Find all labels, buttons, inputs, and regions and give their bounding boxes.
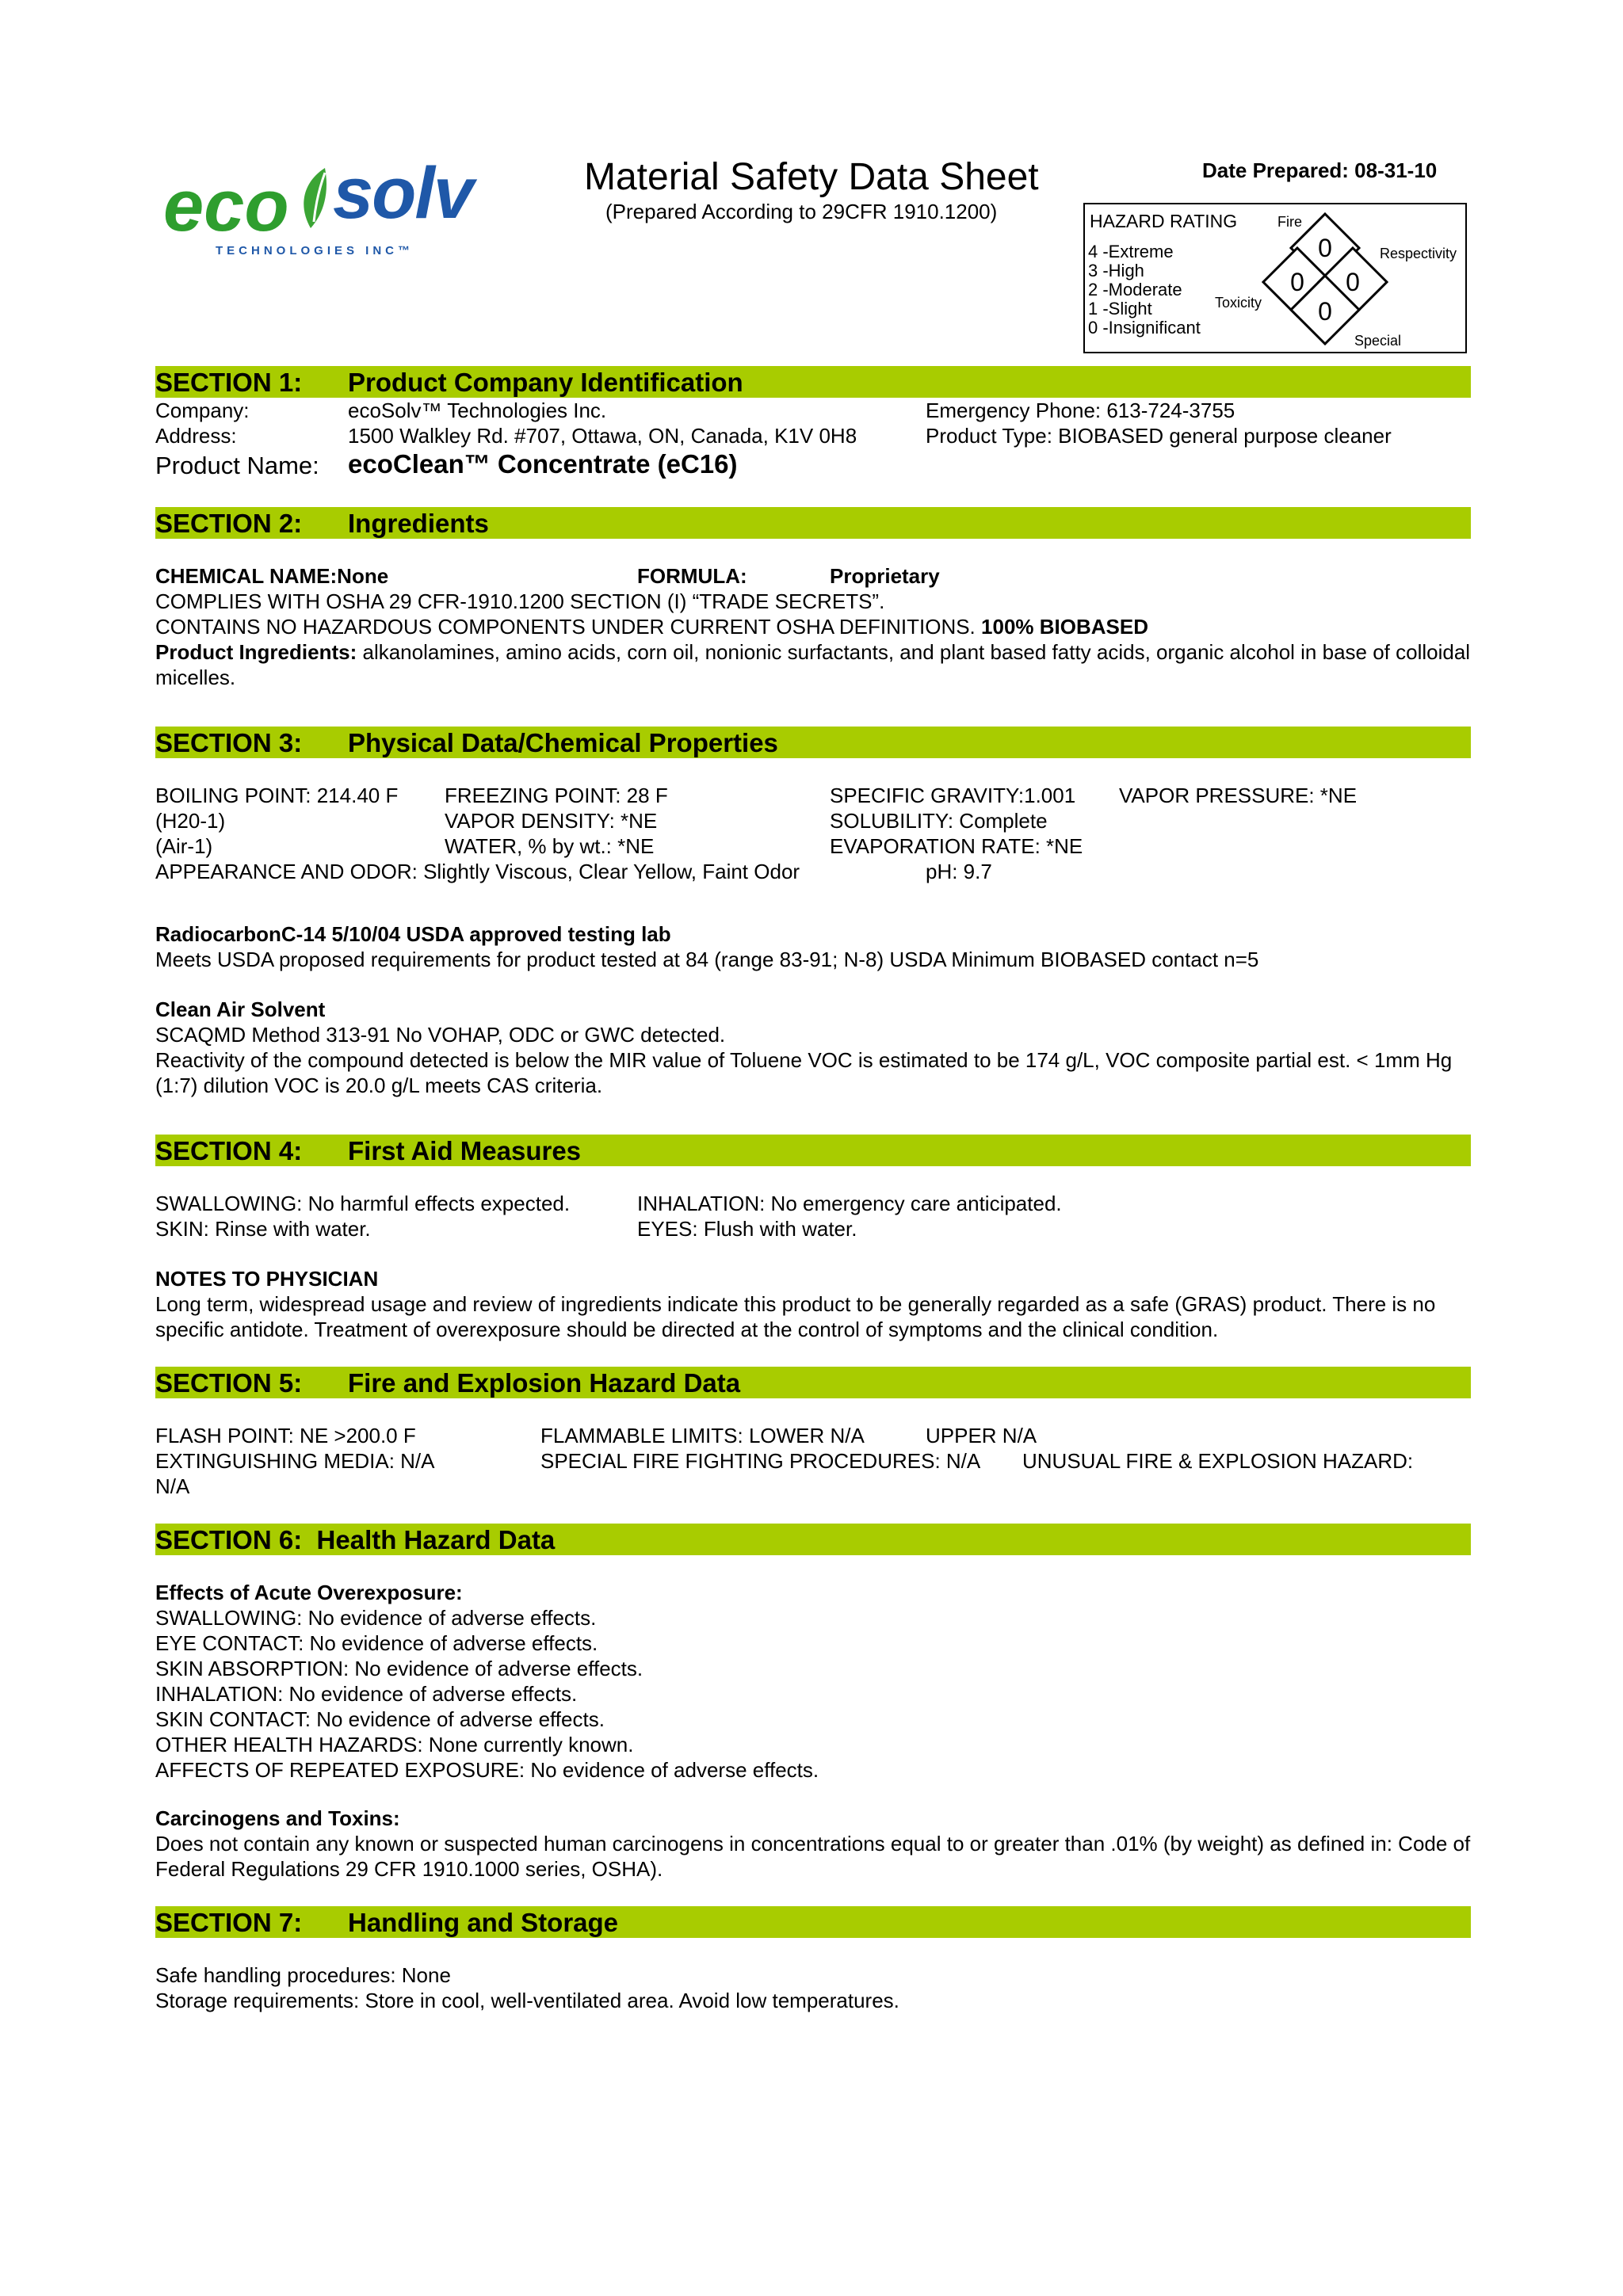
freezing-point: FREEZING POINT: 28 F [445,784,668,807]
acute-eye-contact: EYE CONTACT: No evidence of adverse effects. [155,1631,598,1655]
section-3-title: Physical Data/Chemical Properties [348,728,778,757]
address-label: Address: [155,424,237,448]
product-name: ecoClean™ Concentrate (eC16) [348,449,738,479]
section-7-title: Handling and Storage [348,1908,619,1937]
section-6-title: SECTION 6: Health Hazard Data [155,1525,556,1554]
fire-value: 0 [1318,234,1332,262]
scale-4: 4 -Extreme [1088,242,1174,261]
safe-handling: Safe handling procedures: None [155,1963,451,1987]
acute-title: Effects of Acute Overexposure: [155,1581,463,1604]
product-ingredients [155,639,1471,690]
vapor-density: VAPOR DENSITY: *NE [445,809,658,833]
reactivity-value: 0 [1346,268,1360,296]
upper-limit: UPPER N/A [926,1424,1037,1447]
emergency-phone: Emergency Phone: 613-724-3755 [926,399,1235,422]
section-1-title: Product Company Identification [348,368,743,397]
ingredients-value: alkanolamines, amino acids, corn oil, nonionic surfactants, and plant based fatty acids, organic alcohol in base of colloidal micelles. [155,640,1471,689]
company-value: ecoSolv™ Technologies Inc. [348,399,607,422]
document-title: Material Safety Data Sheet [584,156,1039,198]
section-3-number: SECTION 3: [155,728,303,757]
carcinogens-text: Does not contain any known or suspected human carcinogens in concentrations equal to or greater than .01% (by weight) as defined in: Code of Federal Regulations 29 CFR 1910.1000 series, OSHA). [155,1832,1471,1881]
ph-value: pH: 9.7 [926,860,992,883]
appearance-odor: APPEARANCE AND ODOR: Slightly Viscous, Clear Yellow, Faint Odor [155,860,800,883]
acute-repeated-exposure: AFFECTS OF REPEATED EXPOSURE: No evidence of adverse effects. [155,1758,819,1782]
acute-skin-contact: SKIN CONTACT: No evidence of adverse effects. [155,1707,605,1731]
first-aid-eyes: EYES: Flush with water. [637,1217,857,1241]
acute-effects-list [155,1605,1471,1783]
document-subtitle: (Prepared According to 29CFR 1910.1200) [605,200,998,223]
clean-air-title: Clean Air Solvent [155,997,326,1021]
physician-notes: Long term, widespread usage and review of ingredients indicate this product to be generally regarded as a safe (GRAS) product. There is no specific antidote. Treatment of overexposure should be directed at the control of symptoms and the clinical condition. [155,1292,1436,1341]
label-reactivity: Respectivity [1380,246,1457,261]
first-aid-skin: SKIN: Rinse with water. [155,1217,371,1241]
chemical-name: CHEMICAL NAME:None [155,564,389,588]
section-4-header [155,1135,1471,1166]
section-2-number: SECTION 2: [155,509,303,538]
section-1-number: SECTION 1: [155,368,303,397]
label-fire: Fire [1277,214,1302,230]
section-5-number: SECTION 5: [155,1368,303,1398]
biobased-label: 100% BIOBASED [981,615,1148,639]
water-content: WATER, % by wt.: *NE [445,834,655,858]
air-note: (Air-1) [155,834,213,858]
hazard-title: HAZARD RATING [1090,211,1238,231]
date-prepared: Date Prepared: 08-31-10 [1202,158,1438,182]
company-label: Company: [155,399,250,422]
osha-hazard-line [155,614,1471,639]
solubility: SOLUBILITY: Complete [830,809,1048,833]
special-value: 0 [1318,297,1332,326]
section-6-header [155,1524,1471,1555]
boiling-point: BOILING POINT: 214.40 F [155,784,399,807]
section-2-header [155,507,1471,539]
acute-inhalation: INHALATION: No evidence of adverse effects. [155,1682,578,1706]
section-7-header [155,1906,1471,1938]
scale-1: 1 -Slight [1088,299,1152,318]
toxicity-value: 0 [1290,268,1304,296]
extinguishing-media: EXTINGUISHING MEDIA: N/A [155,1449,435,1473]
acute-skin-absorption: SKIN ABSORPTION: No evidence of adverse effects. [155,1657,643,1680]
label-toxicity: Toxicity [1215,295,1262,311]
clean-air-text [155,1022,1471,1098]
special-procedures: SPECIAL FIRE FIGHTING PROCEDURES: N/A [540,1449,981,1473]
osha-hazard-text: CONTAINS NO HAZARDOUS COMPONENTS UNDER CURRENT OSHA DEFINITIONS. [155,615,976,639]
h20-note: (H20-1) [155,809,226,833]
leaf-icon [295,166,331,235]
address-value: 1500 Walkley Rd. #707, Ottawa, ON, Canada, K1V 0H8 [348,424,857,448]
first-aid-swallowing: SWALLOWING: No harmful effects expected. [155,1192,571,1215]
evaporation-rate: EVAPORATION RATE: *NE [830,834,1083,858]
carcinogens-title: Carcinogens and Toxins: [155,1806,400,1830]
osha-compliance: COMPLIES WITH OSHA 29 CFR-1910.1200 SECTION (I) “TRADE SECRETS”. [155,589,885,613]
scale-3: 3 -High [1088,261,1144,280]
flash-point: FLASH POINT: NE >200.0 F [155,1424,416,1447]
logo-subtitle: TECHNOLOGIES INC™ [216,244,414,257]
scale-0: 0 -Insignificant [1088,318,1201,338]
section-4-title: First Aid Measures [348,1136,582,1165]
section-4-number: SECTION 4: [155,1136,303,1165]
logo-eco: eco [163,166,289,246]
storage-requirements: Storage requirements: Store in cool, well-ventilated area. Avoid low temperatures. [155,1989,899,2012]
unusual-hazard-value: N/A [155,1474,190,1498]
radiocarbon-text: Meets USDA proposed requirements for product tested at 84 (range 83-91; N-8) USDA Minimum BIOBASED contact n=5 [155,948,1259,971]
flammable-limits: FLAMMABLE LIMITS: LOWER N/A [540,1424,865,1447]
formula-value: Proprietary [830,564,940,588]
acute-other-hazards: OTHER HEALTH HAZARDS: None currently known. [155,1733,634,1756]
section-7-number: SECTION 7: [155,1908,303,1937]
product-type: Product Type: BIOBASED general purpose cleaner [926,424,1392,448]
logo-solv: solv [333,153,473,234]
acute-swallowing: SWALLOWING: No evidence of adverse effects. [155,1606,597,1630]
hazard-rating-box [1083,203,1467,353]
nfpa-diamond [1261,209,1389,345]
hazard-scale [1088,242,1201,338]
product-name-label: Product Name: [155,452,319,479]
ingredients-label: Product Ingredients: [155,640,357,664]
company-logo [163,155,480,266]
label-special: Special [1354,333,1402,349]
voc-reactivity: Reactivity of the compound detected is below the MIR value of Toluene VOC is estimated to be 174 g/L, VOC composite partial est. < 1mm Hg (1:7) dilution VOC is 20.0 g/L meets CAS criteria. [155,1048,1453,1097]
first-aid-inhalation: INHALATION: No emergency care anticipated. [637,1192,1062,1215]
section-5-title: Fire and Explosion Hazard Data [348,1368,741,1398]
section-2-title: Ingredients [348,509,489,538]
ingredients-text [155,589,1471,690]
vapor-pressure: VAPOR PRESSURE: *NE [1119,784,1358,807]
scaqmd-method: SCAQMD Method 313-91 No VOHAP, ODC or GWC detected. [155,1023,726,1047]
section-5-header [155,1367,1471,1398]
unusual-hazard: UNUSUAL FIRE & EXPLOSION HAZARD: [1022,1449,1414,1473]
radiocarbon-title: RadiocarbonC-14 5/10/04 USDA approved testing lab [155,922,671,946]
section-1-header [155,366,1471,398]
specific-gravity: SPECIFIC GRAVITY:1.001 [830,784,1076,807]
physician-notes-title: NOTES TO PHYSICIAN [155,1267,379,1291]
scale-2: 2 -Moderate [1088,280,1182,299]
section-3-header [155,727,1471,758]
formula-label: FORMULA: [637,564,747,588]
